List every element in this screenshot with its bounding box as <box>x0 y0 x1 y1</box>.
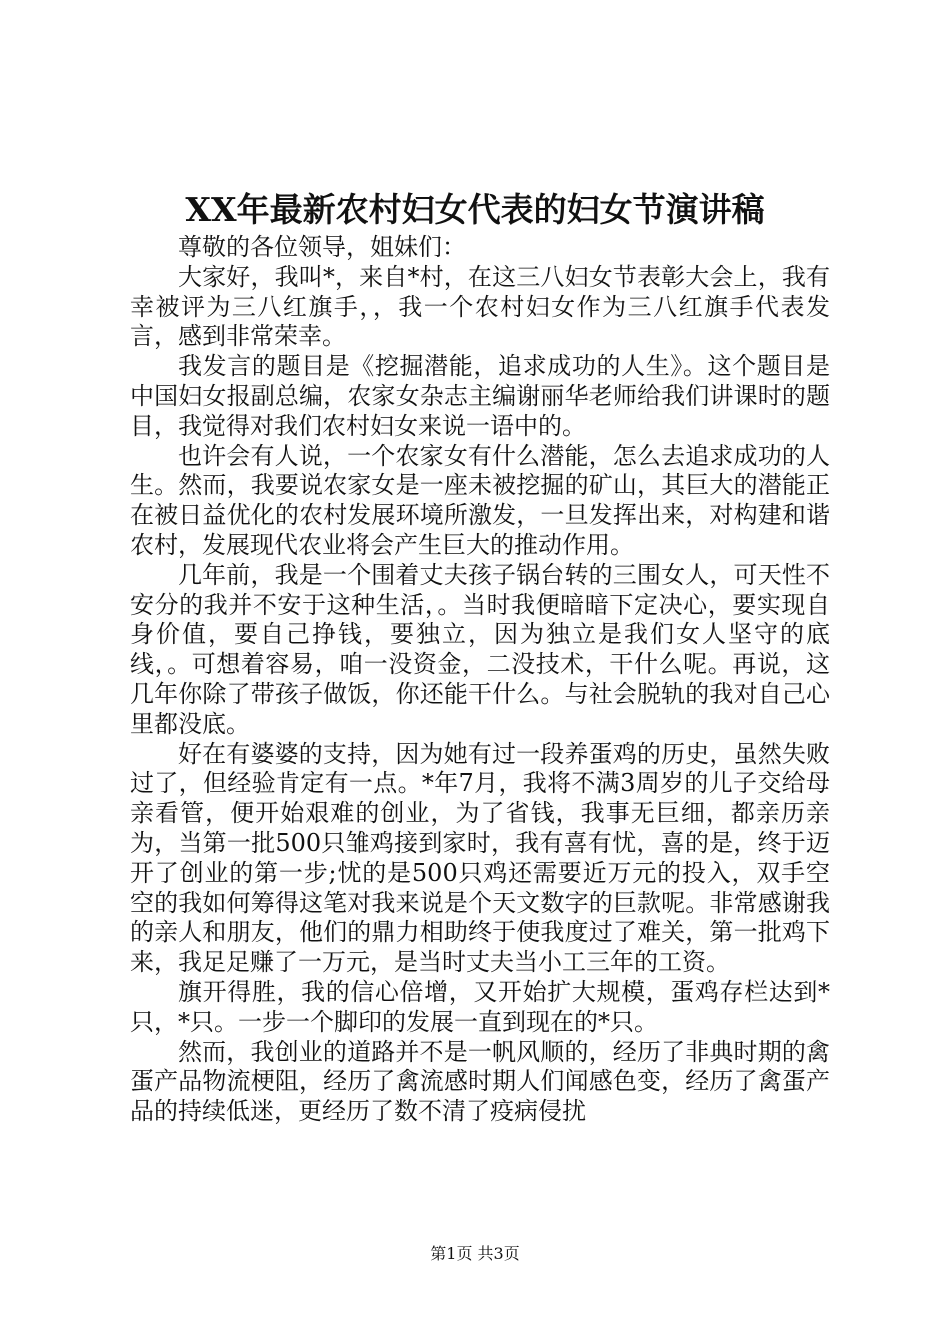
paragraph-expansion: 旗开得胜，我的信心倍增，又开始扩大规模，蛋鸡存栏达到*只，*只。一步一个脚印的发展一直到现在的*只。 <box>130 977 830 1036</box>
paragraph-speech-topic: 我发言的题目是《挖掘潜能，追求成功的人生》。这个题目是中国妇女报副总编，农家女杂志主编谢丽华老师给我们讲课时的题目，我觉得对我们农村妇女来说一语中的。 <box>130 352 830 440</box>
paragraph-potential: 也许会有人说，一个农家女有什么潜能，怎么去追求成功的人生。然而，我要说农家女是一座未被挖掘的矿山，其巨大的潜能正在被日益优化的农村发展环境所激发，一旦发挥出来，对构建和谐农村，发展现代农业将会产生巨大的推动作用。 <box>130 441 830 559</box>
paragraph-introduction: 大家好，我叫*，来自*村，在这三八妇女节表彰大会上，我有幸被评为三八红旗手，，我一个农村妇女作为三八红旗手代表发言，感到非常荣幸。 <box>130 262 830 351</box>
paragraph-greeting: 尊敬的各位领导，姐妹们： <box>178 233 466 261</box>
paragraph-years-ago: 几年前，我是一个围着丈夫孩子锅台转的三围女人，可天性不安分的我并不安于这种生活，。当时我便暗暗下定决心，要实现自身价值，要自己挣钱，要独立，因为独立是我们女人坚守的底线，。可想着容易，咱一没资金，二没技术，干什么呢。再说，这几年你除了带孩子做饭，你还能干什么。与社会脱轨的我对自己心里都没底。 <box>130 560 830 738</box>
document-title: XX年最新农村妇女代表的妇女节演讲稿 <box>185 190 765 229</box>
document-body <box>130 233 830 1127</box>
paragraph-startup: 好在有婆婆的支持，因为她有过一段养蛋鸡的历史，虽然失败过了，但经验肯定有一点。*年7月，我将不满3周岁的儿子交给母亲看管，便开始艰难的创业，为了省钱，我事无巨细，都亲历亲为，当第一批500只雏鸡接到家时，我有喜有忧，喜的是，终于迈开了创业的第一步;忧的是500只鸡还需要近万元的投入，双手空空的我如何筹得这笔对我来说是个天文数字的巨款呢。非常感谢我的亲人和朋友，他们的鼎力相助终于使我度过了难关，第一批鸡下来，我足足赚了一万元，是当时丈夫当小工三年的工资。 <box>130 739 830 977</box>
paragraph-challenges: 然而，我创业的道路并不是一帆风顺的，经历了非典时期的禽蛋产品物流梗阻，经历了禽流感时期人们闻感色变，经历了禽蛋产品的持续低迷，更经历了数不清了疫病侵扰 <box>130 1037 830 1126</box>
page-footer: 第1页 共3页 <box>430 1244 520 1263</box>
